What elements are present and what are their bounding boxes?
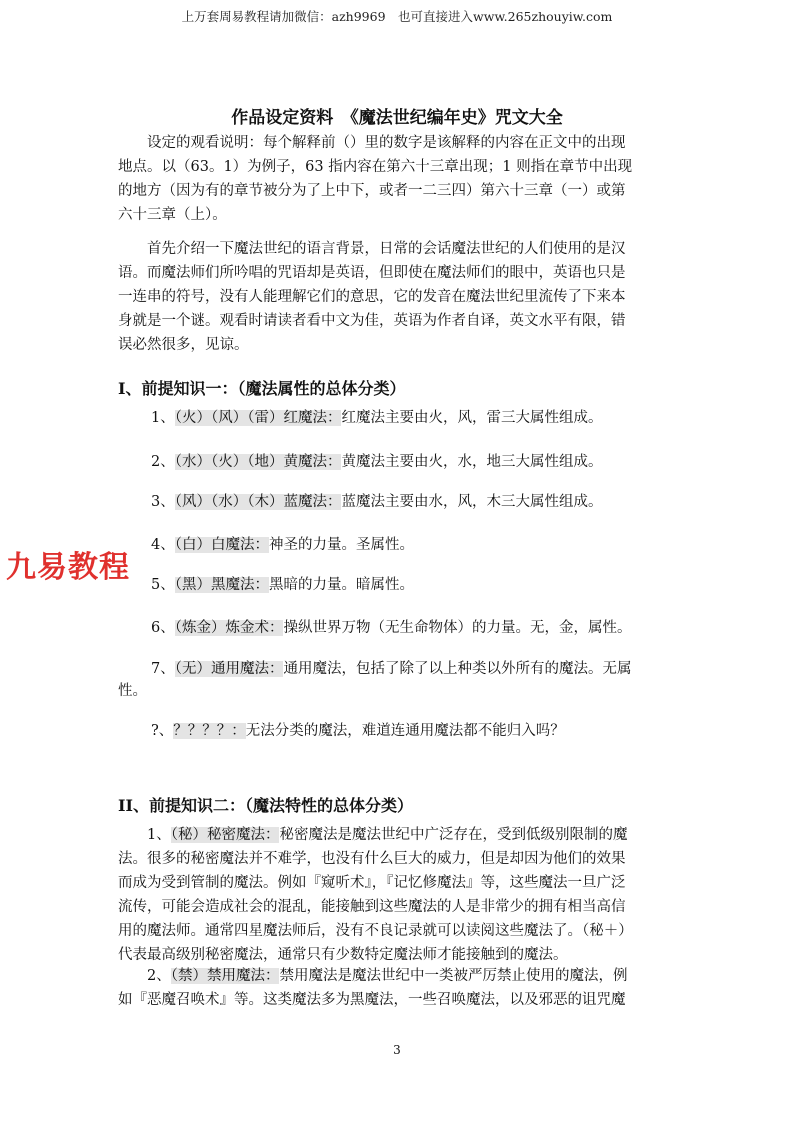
background-line: 误必然很多，见谅。 [118, 337, 249, 353]
attribute-item-continuation: 性。 [118, 683, 147, 699]
item-label: （火）（风）（雷）红魔法： [174, 410, 342, 426]
section2-heading: II、前提知识二：（魔法特性的总体分类） [118, 796, 413, 815]
attribute-item [151, 719, 565, 743]
item-text: 禁用魔法是魔法世纪中一类被严厉禁止使用的魔法，例 [279, 968, 628, 984]
watermark-logo: 九易教程 [6, 550, 130, 585]
item-number: 1、 [147, 827, 171, 843]
item-number: 6、 [151, 620, 175, 636]
item-number: 7、 [151, 661, 175, 677]
intro-line: 的地方（因为有的章节被分为了上中下，或者一二三四）第六十三章（一）或第 [118, 183, 626, 199]
item-label: （无）通用魔法： [174, 661, 284, 677]
item-label: ？？？？： [173, 723, 246, 739]
intro-line: 六十三章（上）。 [118, 207, 227, 223]
background-line: 一连串的符号，没有人能理解它们的意思，它的发音在魔法世纪里流传了下来本 [118, 289, 626, 305]
item-number: ?、 [151, 723, 174, 739]
item-number: 2、 [151, 454, 175, 470]
paragraph-line: 如『恶魔召唤术』等。这类魔法多为黑魔法，一些召唤魔法，以及邪恶的诅咒魔 [118, 992, 626, 1008]
item-label: （水）（火）（地）黄魔法： [174, 454, 342, 470]
page-number: 3 [393, 1043, 401, 1057]
paragraph-first-line [118, 823, 676, 847]
paragraph-first-line [118, 964, 676, 988]
document-title: 作品设定资料 《魔法世纪编年史》咒文大全 [231, 108, 563, 128]
item-number: 1、 [151, 410, 175, 426]
background-line: 首先介绍一下魔法世纪的语言背景，日常的会话魔法世纪的人们使用的是汉 [118, 241, 626, 257]
item-label: （炼金）炼金术： [174, 620, 284, 636]
item-label: （禁）禁用魔法： [170, 968, 280, 984]
section1-heading: I、前提知识一：（魔法属性的总体分类） [118, 379, 406, 398]
paragraph-line: 流传，可能会造成社会的混乱，能接触到这些魔法的人是非常少的拥有相当高信 [118, 899, 626, 915]
attribute-item [151, 657, 631, 681]
item-text: 秘密魔法是魔法世纪中广泛存在，受到低级别限制的魔 [279, 827, 628, 843]
item-number: 4、 [151, 537, 175, 553]
item-label: （风）（水）（木）蓝魔法： [174, 494, 342, 510]
intro-line: 地点。以（63。1）为例子，63 指内容在第六十三章出现；1 则指在章节中出现 [118, 159, 633, 175]
intro-line: 设定的观看说明：每个解释前（）里的数字是该解释的内容在正文中的出现 [118, 135, 626, 151]
attribute-item [151, 406, 602, 430]
item-label: （白）白魔法： [174, 537, 269, 553]
attribute-item [151, 616, 631, 640]
item-label: （黑）黑魔法： [174, 577, 269, 593]
background-paragraph [118, 237, 676, 357]
attribute-item [151, 450, 602, 474]
forbidden-magic-paragraph [118, 964, 676, 1012]
item-text: 神圣的力量。圣属性。 [268, 537, 414, 553]
paragraph-line: 而成为受到管制的魔法。例如『窥听术』，『记忆修魔法』等，这些魔法一旦广泛 [118, 875, 626, 891]
item-text: 通用魔法，包括了除了以上种类以外所有的魔法。无属 [283, 661, 632, 677]
attribute-item [151, 533, 414, 557]
attribute-item [151, 573, 414, 597]
item-number: 5、 [151, 577, 175, 593]
background-line: 身就是一个谜。观看时请读者看中文为佳，英语为作者自译，英文水平有限，错 [118, 313, 626, 329]
paragraph-line: 法。很多的秘密魔法并不难学，也没有什么巨大的威力，但是却因为他们的效果 [118, 851, 626, 867]
page-header: 上万套周易教程请加微信：azh9969 也可直接进入www.265zhouyiw.com [181, 9, 613, 24]
item-text: 黑暗的力量。暗属性。 [268, 577, 414, 593]
attribute-item [151, 490, 602, 514]
item-number: 2、 [147, 968, 171, 984]
secret-magic-paragraph [118, 823, 676, 967]
item-text: 蓝魔法主要由水，风，木三大属性组成。 [341, 494, 603, 510]
paragraph-line: 代表最高级别秘密魔法，通常只有少数特定魔法师才能接触到的魔法。 [118, 947, 568, 963]
item-text: 黄魔法主要由火，水，地三大属性组成。 [341, 454, 603, 470]
item-text: 操纵世界万物（无生命物体）的力量。无，金，属性。 [283, 620, 632, 636]
item-number: 3、 [151, 494, 175, 510]
item-label: （秘）秘密魔法： [170, 827, 280, 843]
background-line: 语。而魔法师们所吟唱的咒语却是英语，但即使在魔法师们的眼中，英语也只是 [118, 265, 626, 281]
paragraph-line: 用的魔法师。通常四星魔法师后，没有不良记录就可以读阅这些魔法了。（秘＋） [118, 923, 633, 939]
item-text: 无法分类的魔法，难道连通用魔法都不能归入吗？ [245, 723, 565, 739]
item-text: 红魔法主要由火，风，雷三大属性组成。 [341, 410, 603, 426]
intro-paragraph [118, 131, 676, 227]
